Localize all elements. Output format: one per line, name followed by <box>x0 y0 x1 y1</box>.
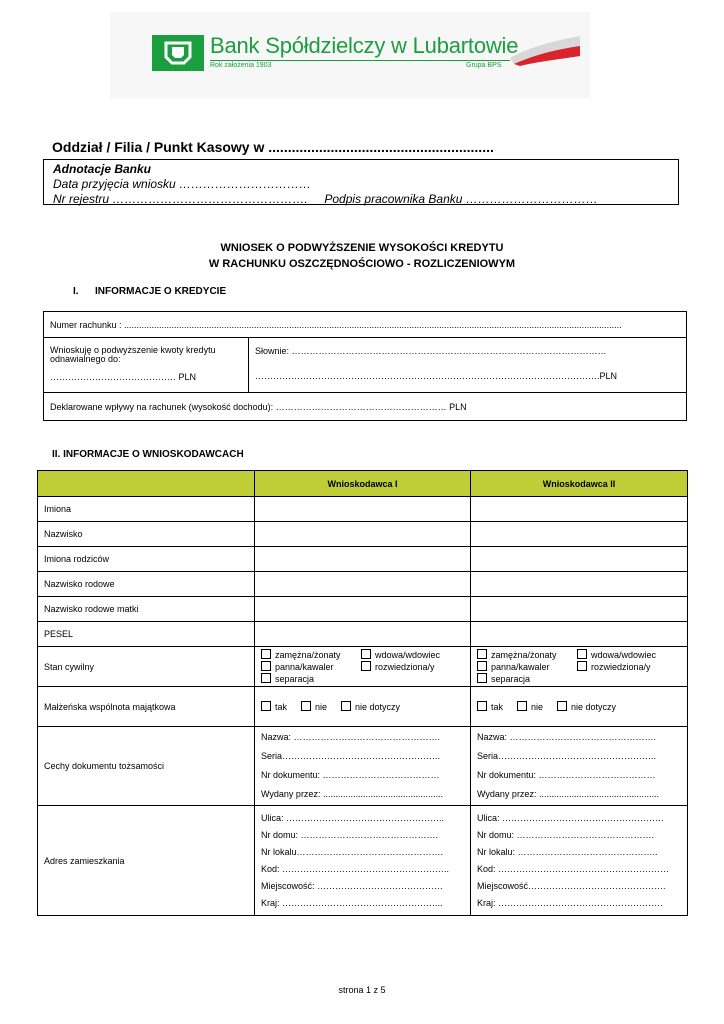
checkbox-single[interactable] <box>477 661 487 671</box>
option-label: nie dotyczy <box>571 702 617 712</box>
credit-info-table <box>43 311 687 421</box>
id-series-field[interactable]: Seria…………………………………………….. <box>477 751 657 761</box>
applicant2-parents-names[interactable] <box>471 547 688 572</box>
checkbox-not-applicable[interactable] <box>341 701 351 711</box>
street-field[interactable]: Ulica: …………………………………………….. <box>261 812 445 823</box>
applicant2-address <box>471 806 688 916</box>
postal-code-field[interactable]: Kod: ……………………………………………….. <box>261 863 450 874</box>
applicants-table <box>37 470 688 916</box>
postal-code-field[interactable]: Kod: ………………………………………………… <box>477 863 670 874</box>
applicant1-header: Wnioskodawca I <box>255 471 471 497</box>
option-label: nie <box>531 702 544 712</box>
checkbox-not-applicable[interactable] <box>557 701 567 711</box>
employee-signature-field[interactable]: Podpis pracownika Banku …………………………… <box>324 192 598 206</box>
polish-flag-icon <box>508 32 582 68</box>
house-number-field[interactable]: Nr domu: ………………………………………. <box>477 829 655 840</box>
applicant1-pesel[interactable] <box>255 622 471 647</box>
apartment-number-field[interactable]: Nr lokalu: ……………………………………….. <box>477 846 658 857</box>
document-title-line2: W RACHUNKU OSZCZĘDNOŚCIOWO - ROZLICZENIOWYM <box>208 258 516 270</box>
option-label: nie <box>315 702 328 712</box>
amount-in-words-cell <box>249 338 687 393</box>
applicant1-parents-names[interactable] <box>255 547 471 572</box>
country-field[interactable]: Kraj: ………………………………………………. <box>477 897 663 908</box>
option-label: wdowa/wdowiec <box>375 649 441 660</box>
row-label-id-document: Cechy dokumentu tożsamości <box>38 727 255 806</box>
row-label-first-names: Imiona <box>38 497 255 522</box>
id-issued-by-field[interactable]: Wydany przez: ................................................ <box>261 789 443 799</box>
section2-heading: II. INFORMACJE O WNIOSKODAWCACH <box>52 449 244 460</box>
id-series-field[interactable]: Seria…………………………………………….. <box>261 751 441 761</box>
option-label: tak <box>491 702 504 712</box>
row-label-joint-property: Małżeńska wspólnota majątkowa <box>38 687 255 727</box>
row-label-mother-maiden-name: Nazwisko rodowe matki <box>38 597 255 622</box>
header-blank-cell <box>38 471 255 497</box>
apartment-number-field[interactable]: Nr lokalu…………………………………………. <box>261 846 444 857</box>
checkbox-yes[interactable] <box>261 701 271 711</box>
checkbox-separated[interactable] <box>477 673 487 683</box>
applicant2-header: Wnioskodawca II <box>471 471 688 497</box>
section1-label: INFORMACJE O KREDYCIE <box>95 286 227 297</box>
city-field[interactable]: Miejscowość………………………………………. <box>477 880 666 891</box>
checkbox-divorced[interactable] <box>361 661 371 671</box>
applicant1-maiden-name[interactable] <box>255 572 471 597</box>
checkbox-no[interactable] <box>301 701 311 711</box>
row-label-surname: Nazwisko <box>38 522 255 547</box>
applicant1-address <box>255 806 471 916</box>
option-label: rozwiedziona/y <box>375 661 435 672</box>
option-label: rozwiedziona/y <box>591 661 651 672</box>
checkbox-widowed[interactable] <box>361 649 371 659</box>
section1-heading <box>73 286 226 297</box>
table-row <box>38 622 688 647</box>
applicant2-mother-maiden-name[interactable] <box>471 597 688 622</box>
checkbox-divorced[interactable] <box>577 661 587 671</box>
row-label-marital-status: Stan cywilny <box>38 647 255 687</box>
option-label: separacja <box>491 673 531 684</box>
table-row <box>38 497 688 522</box>
receipt-date-line[interactable]: Data przyjęcia wniosku …………………………… <box>53 177 312 191</box>
registry-number-field[interactable]: Nr rejestru …………………………………………. <box>53 192 308 206</box>
row-label-pesel: PESEL <box>38 622 255 647</box>
bank-logo-icon <box>152 35 204 71</box>
table-header-row <box>38 471 688 497</box>
table-row <box>38 572 688 597</box>
table-row <box>38 727 688 806</box>
option-label: zamężna/żonaty <box>491 649 557 660</box>
table-row <box>38 647 688 687</box>
applicant2-maiden-name[interactable] <box>471 572 688 597</box>
bank-annotations-box <box>43 159 679 205</box>
branch-line[interactable]: Oddział / Filia / Punkt Kasowy w .......................................................... <box>52 139 494 155</box>
option-label: tak <box>275 702 288 712</box>
house-number-field[interactable]: Nr domu: ………………………………………. <box>261 829 439 840</box>
option-label: wdowa/wdowiec <box>591 649 657 660</box>
country-field[interactable]: Kraj: ……………………………………………... <box>261 897 443 908</box>
table-row <box>38 547 688 572</box>
checkbox-yes[interactable] <box>477 701 487 711</box>
applicant1-id-document <box>255 727 471 806</box>
option-label: separacja <box>275 673 315 684</box>
applicant1-joint-property <box>255 687 471 727</box>
row-label-parents-names: Imiona rodziców <box>38 547 255 572</box>
table-row <box>38 806 688 916</box>
city-field[interactable]: Miejscowość: …………………………………… <box>261 880 444 891</box>
group-text: Grupa BPS <box>466 62 502 69</box>
applicant2-pesel[interactable] <box>471 622 688 647</box>
words-field[interactable]: Słownie: …………………………………………………………………………………………… <box>255 346 607 356</box>
id-name-field[interactable]: Nazwa: …………………………………………. <box>261 732 441 742</box>
request-amount-cell <box>44 338 249 393</box>
checkbox-widowed[interactable] <box>577 649 587 659</box>
checkbox-married[interactable] <box>477 649 487 659</box>
checkbox-separated[interactable] <box>261 673 271 683</box>
logo-divider <box>210 60 510 61</box>
row-label-address: Adres zamieszkania <box>38 806 255 916</box>
account-number-field[interactable]: Numer rachunku : ....................................................................................................................................................................................................... <box>44 312 687 338</box>
bank-name: Bank Spółdzielczy w Lubartowie <box>210 33 519 58</box>
request-amount-field[interactable]: …………………………………… PLN <box>50 372 197 382</box>
option-label: panna/kawaler <box>491 661 550 672</box>
id-number-field[interactable]: Nr dokumentu: ………………………………… <box>261 770 440 780</box>
option-label: nie dotyczy <box>355 702 401 712</box>
option-label: zamężna/żonaty <box>275 649 341 660</box>
row-label-maiden-name: Nazwisko rodowe <box>38 572 255 597</box>
checkbox-no[interactable] <box>517 701 527 711</box>
id-name-field[interactable]: Nazwa: …………………………………………. <box>477 732 657 742</box>
applicant1-surname[interactable] <box>255 522 471 547</box>
table-row <box>38 522 688 547</box>
applicant2-marital-status <box>471 647 688 687</box>
applicant2-surname[interactable] <box>471 522 688 547</box>
section1-number: I. <box>73 286 79 297</box>
applicant1-first-names[interactable] <box>255 497 471 522</box>
option-label: panna/kawaler <box>275 661 334 672</box>
document-title-line1: WNIOSEK O PODWYŻSZENIE WYSOKOŚCI KREDYTU <box>220 242 504 254</box>
words-amount-field[interactable]: …………………………………………………………………………………………………….PLN <box>255 371 618 381</box>
annotations-title: Adnotacje Banku <box>53 162 152 176</box>
registry-line <box>53 192 678 207</box>
applicant1-marital-status <box>255 647 471 687</box>
applicant2-first-names[interactable] <box>471 497 688 522</box>
founded-text: Rok założenia 1903 <box>210 62 272 69</box>
table-row <box>38 597 688 622</box>
applicant2-joint-property <box>471 687 688 727</box>
street-field[interactable]: Ulica: ……………………………………………… <box>477 812 665 823</box>
table-row <box>38 687 688 727</box>
checkbox-married[interactable] <box>261 649 271 659</box>
applicant2-id-document <box>471 727 688 806</box>
request-label: Wnioskuję o podwyższenie kwoty kredytu odnawialnego do: <box>50 345 216 364</box>
page-number: strona 1 z 5 <box>338 985 386 995</box>
id-number-field[interactable]: Nr dokumentu: ………………………………… <box>477 770 656 780</box>
declared-income-field[interactable]: Deklarowane wpływy na rachunek (wysokość dochodu): ………………………………………………… PLN <box>44 393 687 421</box>
checkbox-single[interactable] <box>261 661 271 671</box>
applicant1-mother-maiden-name[interactable] <box>255 597 471 622</box>
id-issued-by-field[interactable]: Wydany przez: ................................................ <box>477 789 659 799</box>
